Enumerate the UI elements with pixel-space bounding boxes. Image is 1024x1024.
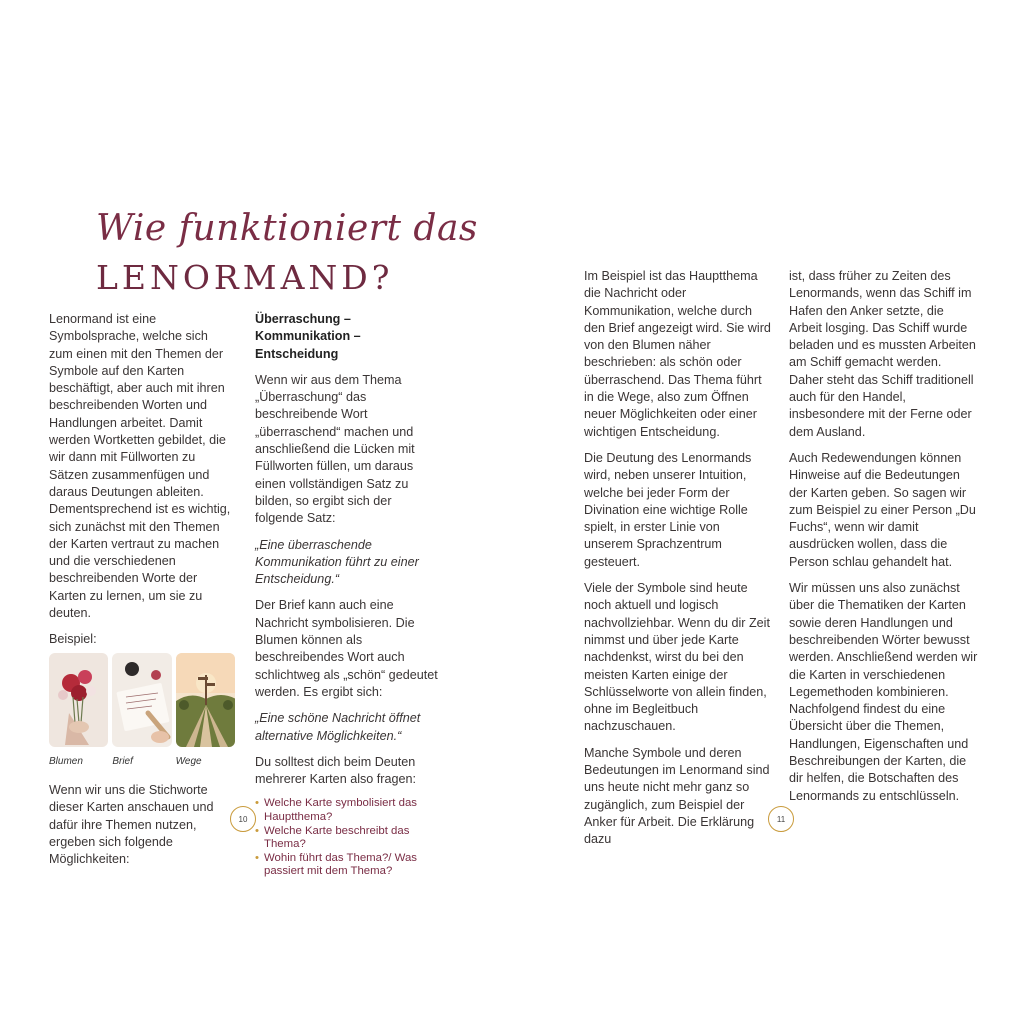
paragraph: Die Deutung des Lenormands wird, neben unserer Intuition, welche bei jeder Form der Divination eine wichtige Rolle spielt, in erster Linie von unserem Sprachzentrum gesteuert. [584, 450, 752, 569]
example-cards [49, 653, 235, 747]
paragraph: Wir müssen uns also zunächst über die Thematiken der Karten sowie deren Handlungen und beschreibenden Wörter bewusst werden. Anschließend werden wir die Karten in verschiedenen Legemethoden kombinieren. Nachfolgend findest du eine Übersicht über die Themen, Handlungen, Eigenschaften und Beschreibungen der Karten, die dir helfen, die Botschaften des Lenormands zu entschlüsseln. [789, 581, 978, 803]
card-label: Brief [112, 755, 133, 767]
example-label: Beispiel: [49, 632, 97, 647]
paragraph: Viele der Symbole sind heute noch aktuell und logisch nachvollziehbar. Wenn du dir Zeit nimmst und über jede Karte nachdenkst, wirst du bei den meisten Karten einige der Schlüsselworte von allein finden, ohne im Begleitbuch nachzuschauen. [584, 581, 770, 734]
page-number-right: 11 [768, 806, 794, 832]
paragraph: Du solltest dich beim Deuten mehrerer Karten also fragen: [255, 754, 417, 787]
card-label: Blumen [49, 755, 83, 767]
page-number-left: 10 [230, 806, 256, 832]
example-quote: „Eine schöne Nachricht öffnet alternative Möglichkeiten.“ [255, 711, 421, 743]
card-labels [49, 753, 235, 770]
outro-paragraph: Wenn wir uns die Stichworte dieser Karten anschauen und dafür ihre Themen nutzen, ergeben sich folgende Möglichkeiten: [49, 782, 214, 867]
left-page-column-2 [255, 311, 443, 879]
card-label: Wege [175, 755, 202, 767]
list-item: • Welche Karte symbolisiert das Hauptthema? [255, 797, 443, 824]
paragraph: Im Beispiel ist das Hauptthema die Nachricht oder Kommunikation, welche durch den Brief angezeigt wird. Sie wird von den Blumen näher beschrieben: als schön oder überraschend. Das Thema führt in die Wege, also zum Öffnen neuer Möglichkeiten oder einer wichtigen Entscheidung. [584, 269, 771, 439]
title-script-line: Wie funktioniert das [96, 208, 478, 249]
intro-paragraph: Lenormand ist eine Symbolsprache, welche sich zum einen mit den Themen der Symbole auf den Karten beschäftigt, aber auch mit ihren beschreibenden Worten und Handlungen arbeitet. Damit werden Wortketten gebildet, die wir dann mit Füllworten zu Sätzen zusammenfügen und daraus Deutungen ableiten. Dementsprechend ist es wichtig, sich zunächst mit den Themen der Karten vertraut zu machen und die verschiedenen beschreibenden Worte der Karten zu lernen, um sie zu deuten. [49, 312, 231, 621]
paragraph: Auch Redewendungen können Hinweise auf die Bedeutungen der Karten geben. So sagen wir zum Beispiel zu einer Person „Du Fuchs“, wenn wir damit ausdrücken wollen, dass die Person schlau gehandelt hat. [789, 450, 976, 569]
card-blumen-image [49, 653, 108, 747]
card-brief-image [112, 653, 171, 747]
left-page-column-1 [49, 311, 235, 877]
right-page-column-1 [584, 268, 772, 858]
paragraph: Wenn wir aus dem Thema „Überraschung“ das beschreibende Wort „überraschend“ machen und anschließend die Lücken mit Füllworten füllen, um daraus einen vollständigen Satz zu bilden, so ergibt sich der folgende Satz: [255, 372, 415, 526]
card-wege-image [176, 653, 235, 747]
paragraph: Der Brief kann auch eine Nachricht symbolisieren. Die Blumen können als beschreibendes Wort auch schlichtweg als „schön“ gedeutet werden. Es ergibt sich: [255, 598, 438, 699]
question-list [255, 797, 443, 879]
right-page-column-2 [789, 268, 979, 814]
list-item: • Welche Karte beschreibt das Thema? [255, 825, 443, 852]
list-item: • Wohin führt das Thema?/ Was passiert mit dem Thema? [255, 852, 443, 879]
section-heading: Überraschung – Kommunikation – Entscheidung [255, 312, 361, 361]
title-caps-line: LENORMAND? [96, 258, 394, 297]
example-quote: „Eine überraschende Kommunikation führt zu einer Entscheidung.“ [255, 537, 419, 587]
paragraph: ist, dass früher zu Zeiten des Lenormands, wenn das Schiff im Hafen den Anker setzte, die Arbeit losging. Das Schiff wurde beladen und es mussten Arbeiten am Schiff gemacht werden. Daher steht das Schiff traditionell auch für den Handel, insbesondere mit der Ferne oder dem Ausland. [789, 269, 976, 439]
paragraph: Manche Symbole und deren Bedeutungen im Lenormand sind uns heute nicht mehr ganz so zugänglich, zum Beispiel der Anker für Arbeit. Die Erklärung dazu [584, 745, 770, 847]
